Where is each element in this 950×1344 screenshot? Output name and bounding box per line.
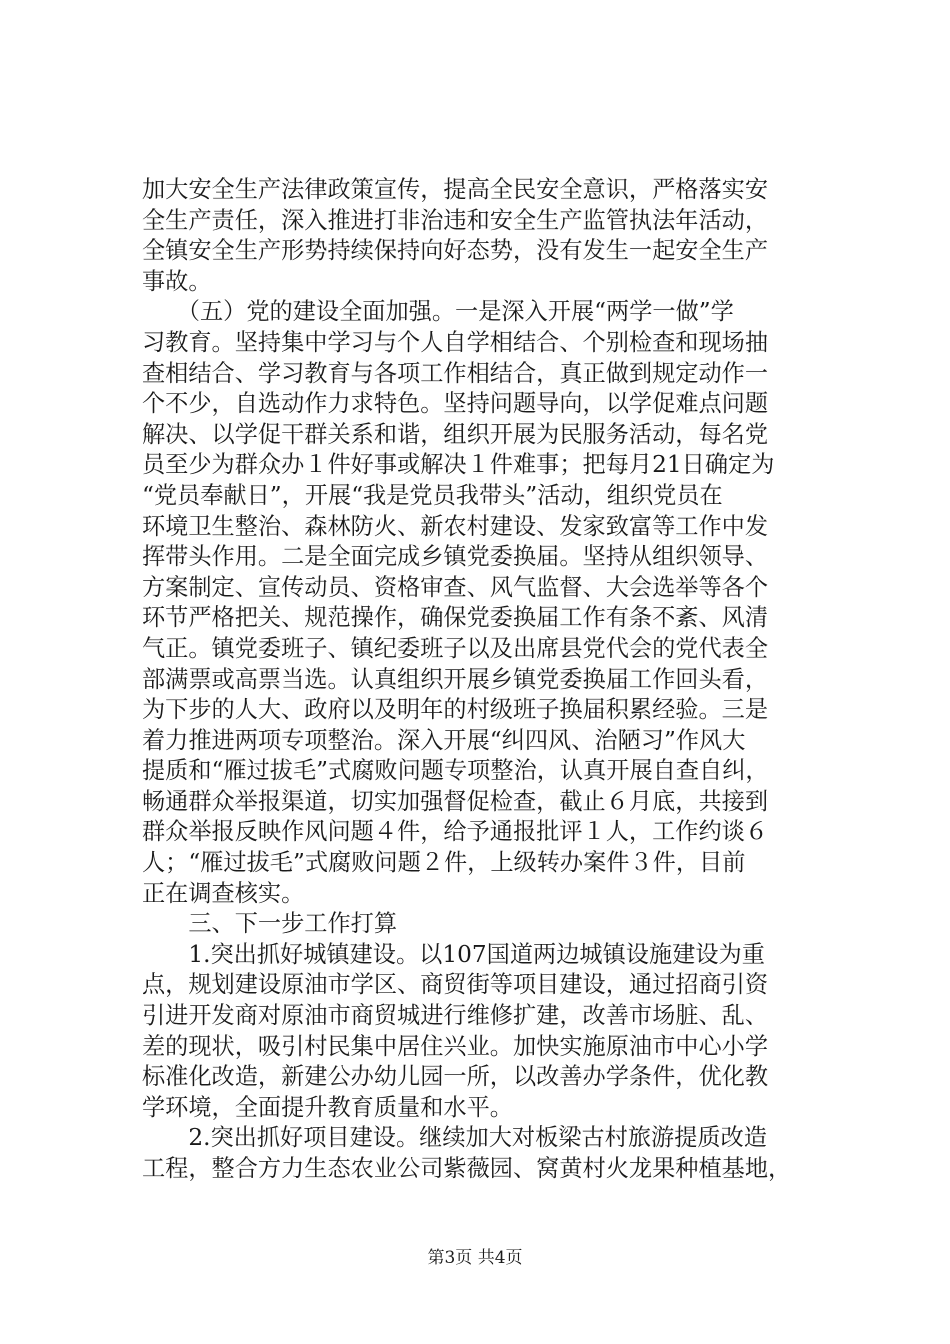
text-line: 为下步的人大、政府以及明年的村级班子换届积累经验。三是 bbox=[142, 696, 769, 724]
text-line: 解决、以学促干群关系和谐，组织开展为民服务活动，每名党 bbox=[142, 420, 769, 448]
text-line: 方案制定、宣传动员、资格审查、风气监督、大会选举等各个 bbox=[142, 573, 769, 601]
text-line: “党员奉献日”，开展“我是党员我带头”活动，组织党员在 bbox=[142, 481, 723, 509]
text-line: 全镇安全生产形势持续保持向好态势，没有发生一起安全生产 bbox=[142, 237, 769, 265]
text-line: 查相结合、学习教育与各项工作相结合，真正做到规定动作一 bbox=[142, 359, 769, 387]
text-line: 2.突出抓好项目建设。继续加大对板梁古村旅游提质改造 bbox=[142, 1124, 767, 1152]
document-body bbox=[142, 175, 842, 1185]
text-line: 学环境，全面提升教育质量和水平。 bbox=[142, 1093, 513, 1121]
text-line: （五）党的建设全面加强。一是深入开展“两学一做”学 bbox=[142, 298, 734, 326]
text-line: 挥带头作用。二是全面完成乡镇党委换届。坚持从组织领导、 bbox=[142, 543, 769, 571]
text-line: 气正。镇党委班子、镇纪委班子以及出席县党代会的党代表全 bbox=[142, 634, 769, 662]
text-line: 1.突出抓好城镇建设。以107国道两边城镇设施建设为重 bbox=[142, 940, 765, 968]
text-line: 人；“雁过拔毛”式腐败问题２件，上级转办案件３件，目前 bbox=[142, 849, 746, 877]
text-line: 着力推进两项专项整治。深入开展“纠四风、治陋习”作风大 bbox=[142, 726, 746, 754]
text-line: 全生产责任，深入推进打非治违和安全生产监管执法年活动， bbox=[142, 206, 769, 234]
text-line: 引进开发商对原油市商贸城进行维修扩建，改善市场脏、乱、 bbox=[142, 1002, 769, 1030]
text-line: 三、下一步工作打算 bbox=[142, 910, 398, 938]
text-line: 员至少为群众办１件好事或解决１件难事；把每月21日确定为 bbox=[142, 451, 775, 479]
text-line: 工程，整合方力生态农业公司紫薇园、窝黄村火龙果种植基地， bbox=[142, 1155, 792, 1182]
text-line: 个不少，自选动作力求特色。坚持问题导向，以学促难点问题 bbox=[142, 390, 769, 418]
text-line: 提质和“雁过拔毛”式腐败问题专项整治，认真开展自查自纠， bbox=[142, 757, 769, 785]
text-line: 差的现状，吸引村民集中居住兴业。加快实施原油市中心小学 bbox=[142, 1032, 769, 1060]
text-line: 事故。 bbox=[142, 267, 212, 295]
text-line: 环节严格把关、规范操作，确保党委换届工作有条不紊、风清 bbox=[142, 604, 769, 632]
text-line: 部满票或高票当选。认真组织开展乡镇党委换届工作回头看， bbox=[142, 665, 769, 693]
page-footer: 第3页 共4页 bbox=[427, 1248, 523, 1268]
text-line: 群众举报反映作风问题４件，给予通报批评１人，工作约谈６ bbox=[142, 818, 769, 846]
text-line: 习教育。坚持集中学习与个人自学相结合、个别检查和现场抽 bbox=[142, 328, 769, 356]
text-line: 标准化改造，新建公办幼儿园一所，以改善办学条件，优化教 bbox=[142, 1063, 769, 1091]
text-line: 正在调查核实。 bbox=[142, 879, 305, 907]
text-line: 加大安全生产法律政策宣传，提高全民安全意识，严格落实安 bbox=[142, 176, 769, 203]
text-line: 点，规划建设原油市学区、商贸街等项目建设，通过招商引资 bbox=[142, 971, 769, 999]
text-line: 畅通群众举报渠道，切实加强督促检查，截止６月底，共接到 bbox=[142, 787, 769, 815]
text-line: 环境卫生整治、森林防火、新农村建设、发家致富等工作中发 bbox=[142, 512, 769, 540]
